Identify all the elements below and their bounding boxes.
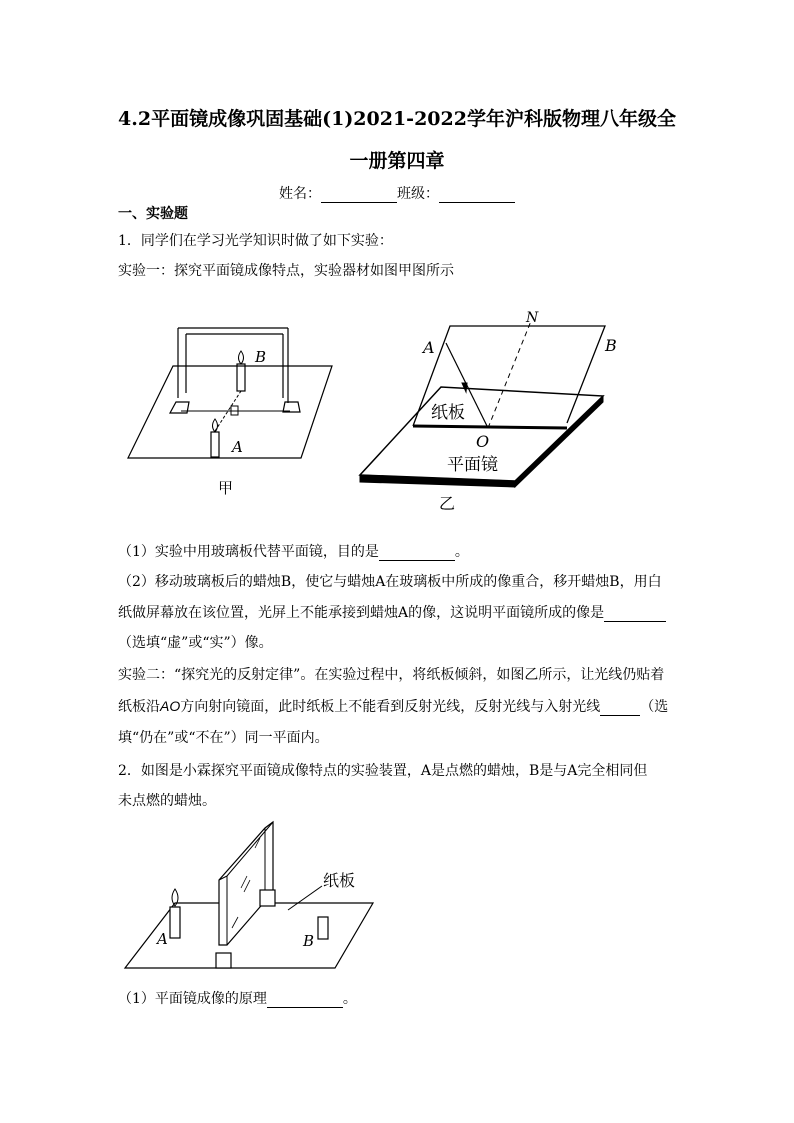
fig-yi-board-label: 纸板 — [431, 403, 465, 423]
class-label: 班级： — [397, 186, 439, 202]
document-title-line-1: 4.2平面镜成像巩固基础(1)2021-2022学年沪科版物理八年级全 — [118, 108, 676, 130]
candle-b — [318, 917, 328, 939]
name-label: 姓名： — [279, 186, 321, 202]
board-pointer — [288, 886, 322, 910]
figure-yi — [355, 305, 617, 515]
figure-q2 — [115, 820, 385, 972]
flame-icon — [213, 419, 218, 432]
q2-label-b: B — [303, 932, 315, 950]
q1-part2-line2 — [118, 602, 666, 622]
q1-part2-line3: （选填“虚”或“实”）像。 — [118, 635, 273, 651]
exp2-text-b: 方向射向镜面，此时纸板上不能看到反射光线，反射光线与入射光线 — [180, 699, 601, 715]
q1-part2-text: 纸做屏幕放在该位置，光屏上不能承接到蜡烛A的像，这说明平面镜所成的像是 — [118, 605, 605, 621]
q1-part1-end: 。 — [454, 544, 469, 560]
q1-part1-blank[interactable] — [379, 560, 455, 561]
clamp-top — [260, 890, 275, 906]
mirror-side-edge — [515, 396, 603, 487]
exp2-text-c: （选 — [640, 699, 669, 715]
exp2-text-a: 纸板沿 — [118, 699, 160, 715]
q1-part2-blank[interactable] — [604, 621, 666, 622]
fig-yi-label-b: B — [605, 336, 617, 355]
q1-intro: 1．同学们在学习光学知识时做了如下实验： — [118, 233, 393, 249]
candle-a — [211, 432, 219, 457]
mirror-front-edge — [360, 475, 515, 487]
board-mirror-junction — [413, 426, 567, 428]
fig-yi-label-a: A — [423, 338, 435, 357]
section-heading: 一、实验题 — [118, 206, 188, 222]
candle-b — [237, 364, 245, 391]
fig-jia-label-b: B — [255, 348, 267, 366]
exp2-ao: AO — [160, 698, 181, 714]
q1-part1-text: （1）实验中用玻璃板代替平面镜，目的是 — [118, 544, 379, 560]
flame-image-icon — [239, 351, 244, 364]
fig-jia-label-a: A — [232, 438, 243, 456]
q2-part1-blank[interactable] — [267, 1007, 343, 1008]
q2-part1-text: （1）平面镜成像的原理 — [118, 991, 267, 1007]
q1-experiment2-line1: 实验二：“探究光的反射定律”。在实验过程中，将纸板倾斜，如图乙所示，让光线仍贴着 — [118, 667, 665, 683]
q2-board-label: 纸板 — [323, 871, 356, 890]
fig-yi-caption: 乙 — [439, 494, 456, 513]
q1-part2-line1: （2）移动玻璃板后的蜡烛B，使它与蜡烛A在玻璃板中所成的像重合，移开蜡烛B，用白 — [118, 574, 662, 590]
q2-line1: 2．如图是小霖探究平面镜成像特点的实验装置，A是点燃的蜡烛，B是与A完全相同但 — [118, 763, 648, 779]
student-info — [0, 183, 794, 203]
document-title-line-2: 一册第四章 — [349, 150, 445, 172]
q2-line2: 未点燃的蜡烛。 — [118, 793, 216, 809]
clamp-bottom — [216, 953, 231, 968]
name-blank[interactable] — [321, 202, 397, 203]
table-plane — [128, 366, 332, 458]
fig-yi-label-o: O — [476, 432, 490, 451]
q2-part1 — [118, 988, 357, 1008]
q1-part1 — [118, 541, 469, 561]
q2-label-a: A — [157, 930, 168, 948]
normal-line — [488, 321, 531, 428]
q1-experiment2-line3: 填“仍在”或“不在”）同一平面内。 — [118, 730, 329, 746]
fig-jia-caption: 甲 — [218, 479, 234, 497]
exp2-blank[interactable] — [600, 715, 640, 716]
q1-experiment1: 实验一：探究平面镜成像特点，实验器材如图甲图所示 — [118, 263, 454, 279]
candle-a — [170, 907, 180, 938]
figure-jia — [115, 318, 345, 498]
class-blank[interactable] — [439, 202, 515, 203]
q1-experiment2-line2 — [118, 696, 668, 716]
fig-yi-mirror-label: 平面镜 — [447, 455, 498, 475]
fig-yi-label-n: N — [526, 310, 539, 326]
q2-part1-end: 。 — [342, 991, 357, 1007]
